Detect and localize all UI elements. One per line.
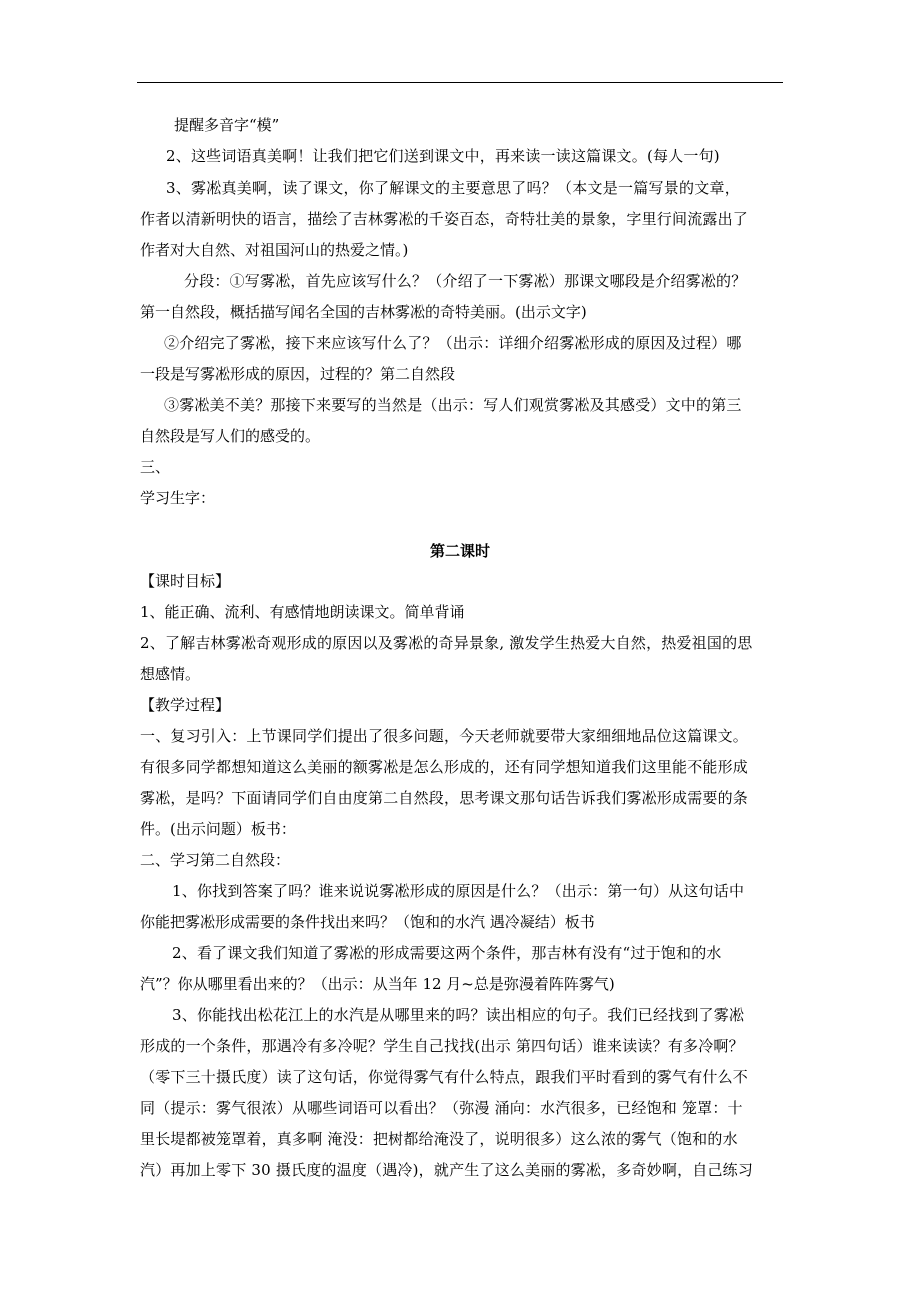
- section-heading: 第二课时: [429, 542, 490, 560]
- text-line: 自然段是写人们的感受的。: [140, 427, 321, 445]
- text-line: 2、看了课文我们知道了雾凇的形成需要这两个条件，那吉林有没有“过于饱和的水: [172, 944, 722, 962]
- text-line: 汽”？你从哪里看出来的？（出示：从当年 12 月~总是弥漫着阵阵雾气): [140, 975, 615, 993]
- text-line: 件。(出示问题）板书：: [140, 820, 296, 838]
- text-line: 分段：①写雾凇，首先应该写什么？（介绍了一下雾凇）那课文哪段是介绍雾凇的？: [184, 272, 747, 290]
- header-rule: [137, 82, 783, 83]
- text-line: 【教学过程】: [140, 696, 231, 714]
- text-line: 你能把雾凇形成需要的条件找出来吗？（饱和的水汽 遇冷凝结）板书: [140, 913, 595, 931]
- text-line: 1、你找到答案了吗？谁来说说雾凇形成的原因是什么？（出示：第一句）从这句话中: [172, 882, 745, 900]
- text-line: ③雾凇美不美？那接下来要写的当然是（出示：写人们观赏雾凇及其感受）文中的第三: [164, 396, 742, 414]
- text-line: 雾凇，是吗？下面请同学们自由度第二自然段，思考课文那句话告诉我们雾凇形成需要的条: [140, 789, 749, 807]
- text-line: 提醒多音字“模”: [174, 116, 280, 134]
- text-line: 汽）再加上零下 30 摄氏度的温度（遇冷)，就产生了这么美丽的雾凇，多奇妙啊，自己练习: [140, 1161, 754, 1179]
- text-line: 3、你能找出松花江上的水汽是从哪里来的吗？读出相应的句子。我们已经找到了雾凇: [172, 1006, 745, 1024]
- text-line: 2、这些词语真美啊！让我们把它们送到课文中，再来读一读这篇课文。(每人一句): [166, 147, 720, 165]
- text-line: 2、了解吉林雾凇奇观形成的原因以及雾凇的奇异景象, 激发学生热爱大自然，热爱祖国的思: [140, 634, 753, 652]
- text-line: ②介绍完了雾凇，接下来应该写什么了？（出示：详细介绍雾凇形成的原因及过程）哪: [164, 334, 742, 352]
- text-line: 作者对大自然、对祖国河山的热爱之情。): [140, 241, 409, 259]
- text-line: 三、: [140, 458, 171, 476]
- text-line: 学习生字：: [140, 489, 216, 507]
- text-line: 想感情。: [140, 665, 201, 683]
- text-line: 有很多同学都想知道这么美丽的额雾凇是怎么形成的，还有同学想知道我们这里能不能形成: [140, 758, 749, 776]
- text-line: 里长堤都被笼罩着，真多啊 淹没：把树都给淹没了，说明很多）这么浓的雾气（饱和的水: [140, 1130, 738, 1148]
- text-line: 二、学习第二自然段：: [140, 851, 291, 869]
- text-line: 一、复习引入：上节课同学们提出了很多问题，今天老师就要带大家细细地品位这篇课文。: [140, 727, 749, 745]
- text-line: 1、能正确、流利、有感情地朗读课文。简单背诵: [140, 603, 465, 621]
- text-line: 3、雾凇真美啊，读了课文，你了解课文的主要意思了吗？（本文是一篇写景的文章，: [166, 179, 741, 197]
- text-line: （零下三十摄氏度）读了这句话，你觉得雾气有什么特点，跟我们平时看到的雾气有什么不: [140, 1068, 749, 1086]
- text-line: 作者以清新明快的语言，描绘了吉林雾凇的千姿百态，奇特壮美的景象，字里行间流露出了: [140, 210, 749, 228]
- text-line: 第一自然段，概括描写闻名全国的吉林雾凇的奇特美丽。(出示文字): [140, 303, 587, 321]
- text-line: 【课时目标】: [140, 572, 231, 590]
- text-line: 一段是写雾凇形成的原因，过程的？第二自然段: [140, 365, 456, 383]
- text-line: 形成的一个条件，那遇冷有多冷呢？学生自己找找(出示 第四句话）谁来读读？有多冷啊？: [140, 1037, 744, 1055]
- text-line: 同（提示：雾气很浓）从哪些词语可以看出？（弥漫 涌向：水汽很多，已经饱和 笼罩：十: [140, 1099, 743, 1117]
